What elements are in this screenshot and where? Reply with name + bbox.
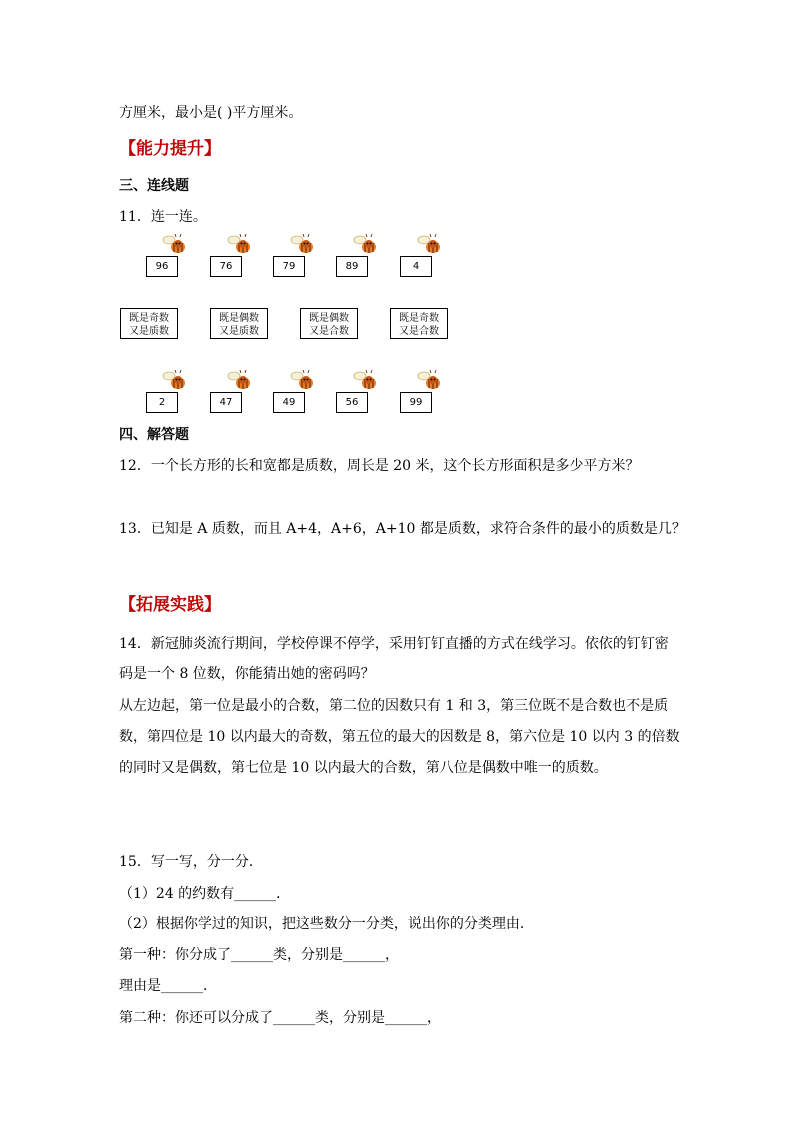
question-14-line: 从左边起，第一位是最小的合数，第二位的因数只有 1 和 3，第三位既不是合数也不是质 <box>119 698 669 714</box>
category-line: 又是质数 <box>129 326 169 337</box>
number-box[interactable]: 56 <box>336 392 368 413</box>
bee-icon <box>288 370 316 392</box>
question-15-part: 理由是______． <box>119 978 217 994</box>
number-box[interactable]: 89 <box>336 256 368 277</box>
number-box[interactable]: 96 <box>146 256 178 277</box>
category-line: 又是质数 <box>219 326 259 337</box>
number-box[interactable]: 49 <box>273 392 305 413</box>
bee-icon <box>160 370 188 392</box>
number-box[interactable]: 79 <box>273 256 305 277</box>
question-12: 12．一个长方形的长和宽都是质数，周长是 20 米，这个长方形面积是多少平方米？ <box>119 458 640 474</box>
question-15-part: （2）根据你学过的知识，把这些数分一分类，说出你的分类理由． <box>119 916 534 932</box>
number-box[interactable]: 2 <box>146 392 178 413</box>
category-line: 既是奇数 <box>399 313 439 324</box>
bee-icon <box>351 234 379 256</box>
question-13: 13．已知是 A 质数，而且 A+4，A+6，A+10 都是质数，求符合条件的最小的质数是几？ <box>119 521 686 537</box>
section-3-title: 三、连线题 <box>119 178 189 194</box>
bee-icon <box>225 370 253 392</box>
top-line: 方厘米，最小是( )平方厘米。 <box>119 105 303 121</box>
category-box[interactable] <box>300 308 358 339</box>
category-line: 又是合数 <box>309 326 349 337</box>
bee-icon <box>415 234 443 256</box>
number-box[interactable]: 99 <box>400 392 432 413</box>
question-15-part: 第二种：你还可以分成了______类，分别是______， <box>119 1010 441 1026</box>
category-line: 既是奇数 <box>129 313 169 324</box>
category-box[interactable] <box>210 308 268 339</box>
section-4-title: 四、解答题 <box>119 427 189 443</box>
number-box[interactable]: 4 <box>400 256 432 277</box>
bee-icon <box>415 370 443 392</box>
question-14-line: 的同时又是偶数，第七位是 10 以内最大的合数，第八位是偶数中唯一的质数。 <box>119 760 608 776</box>
category-box[interactable] <box>390 308 448 339</box>
heading-ability: 【能力提升】 <box>119 139 221 159</box>
number-box[interactable]: 76 <box>210 256 242 277</box>
bee-icon <box>351 370 379 392</box>
question-14-line: 14．新冠肺炎流行期间，学校停课不停学，采用钉钉直播的方式在线学习。依依的钉钉密 <box>119 636 669 652</box>
category-line: 既是偶数 <box>309 313 349 324</box>
question-15: 15．写一写，分一分． <box>119 854 263 870</box>
question-15-part: （1）24 的约数有______． <box>119 886 291 902</box>
heading-extend: 【拓展实践】 <box>119 595 221 615</box>
bee-icon <box>225 234 253 256</box>
number-box[interactable]: 47 <box>210 392 242 413</box>
bee-icon <box>288 234 316 256</box>
category-box[interactable] <box>120 308 178 339</box>
question-11: 11．连一连。 <box>119 209 207 225</box>
category-line: 既是偶数 <box>219 313 259 324</box>
question-14-line: 数，第四位是 10 以内最大的奇数，第五位的最大的因数是 8，第六位是 10 以内 3 的倍数 <box>119 729 680 745</box>
category-line: 又是合数 <box>399 326 439 337</box>
question-15-part: 第一种：你分成了______类，分别是______， <box>119 947 399 963</box>
question-14-line: 码是一个 8 位数，你能猜出她的密码吗？ <box>119 666 375 682</box>
bee-icon <box>160 234 188 256</box>
